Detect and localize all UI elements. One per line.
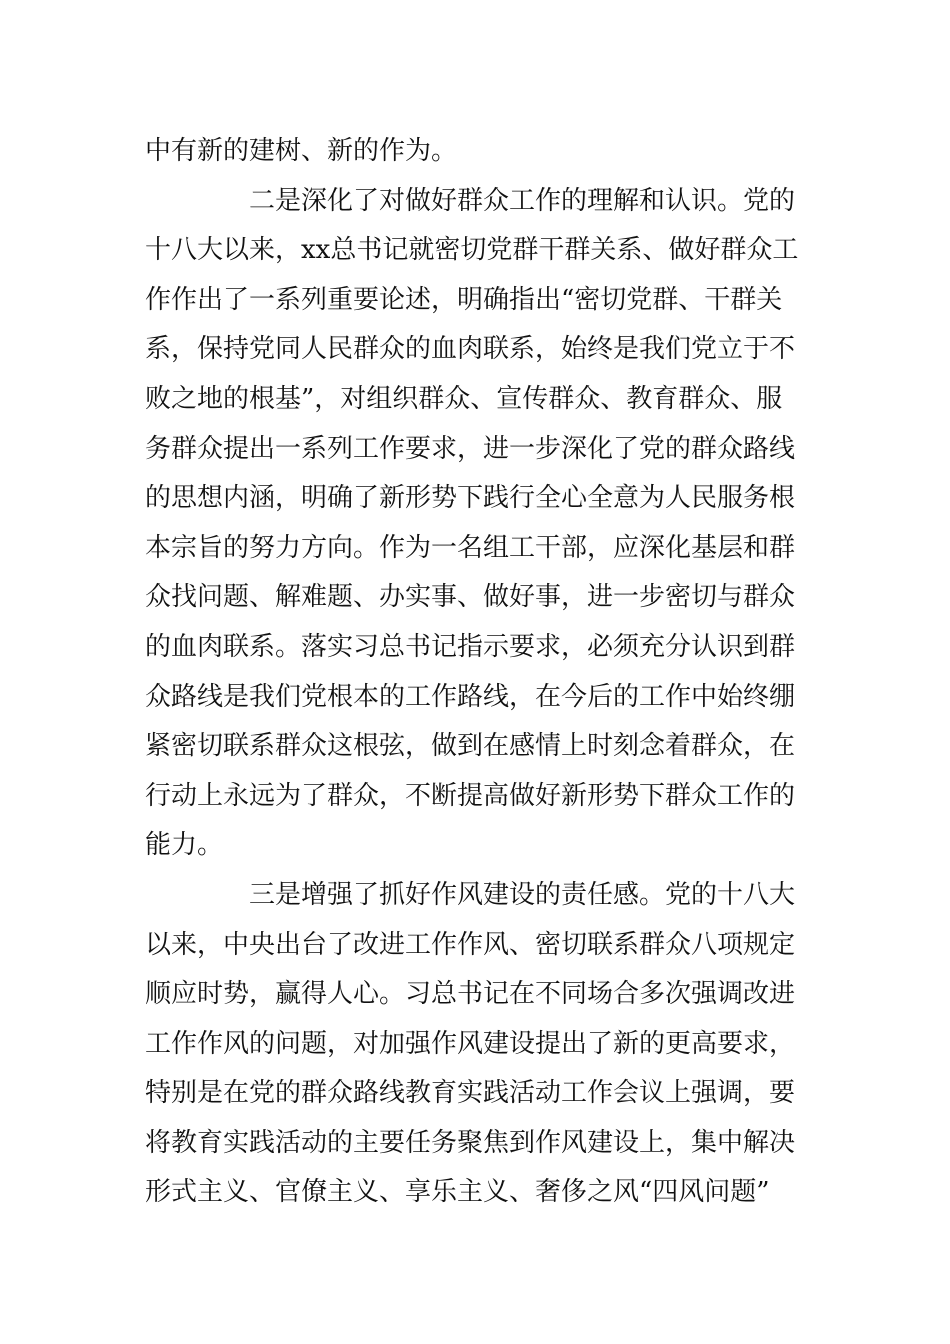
text-line: 顺应时势，赢得人心。习总书记在不同场合多次强调改进 [145,979,796,1010]
text-line: 将教育实践活动的主要任务聚焦到作风建设上，集中解决 [145,1127,796,1158]
paragraph-start-line: 二是深化了对做好群众工作的理解和认识。党的 [249,185,796,216]
text-line: 形式主义、官僚主义、享乐主义、奢侈之风“四风问题” [145,1177,770,1208]
text-line: 以来，中央出台了改进工作作风、密切联系群众八项规定 [145,929,796,960]
text-line: 的思想内涵，明确了新形势下践行全心全意为人民服务根 [145,483,796,514]
text-line: 系，保持党同人民群众的血肉联系，始终是我们党立于不 [145,334,796,365]
text-line: 败之地的根基”，对组织群众、宣传群众、教育群众、服 [145,383,783,414]
text-line: 特别是在党的群众路线教育实践活动工作会议上强调，要 [145,1078,796,1109]
text-line: 能力。 [145,830,224,861]
text-line: 本宗旨的努力方向。作为一名组工干部，应深化基层和群 [145,532,796,563]
text-line: 紧密切联系群众这根弦，做到在感情上时刻念着群众，在 [145,731,796,762]
text-line: 的血肉联系。落实习总书记指示要求，必须充分认识到群 [145,631,796,662]
text-line: 工作作风的问题，对加强作风建设提出了新的更高要求， [145,1028,796,1059]
text-line: 作作出了一系列重要论述，明确指出“密切党群、干群关 [145,284,783,315]
text-line: 众路线是我们党根本的工作路线，在今后的工作中始终绷 [145,681,796,712]
document-body [145,127,815,1218]
text-line: 中有新的建树、新的作为。 [145,136,458,166]
text-line: 十八大以来，xx总书记就密切党群干群关系、做好群众工 [145,235,799,266]
text-line: 务群众提出一系列工作要求，进一步深化了党的群众路线 [145,433,796,464]
paragraph-start-line: 三是增强了抓好作风建设的责任感。党的十八大 [249,879,796,910]
text-line: 众找问题、解难题、办实事、做好事，进一步密切与群众 [145,582,796,613]
text-line: 行动上永远为了群众，不断提高做好新形势下群众工作的 [145,780,796,811]
